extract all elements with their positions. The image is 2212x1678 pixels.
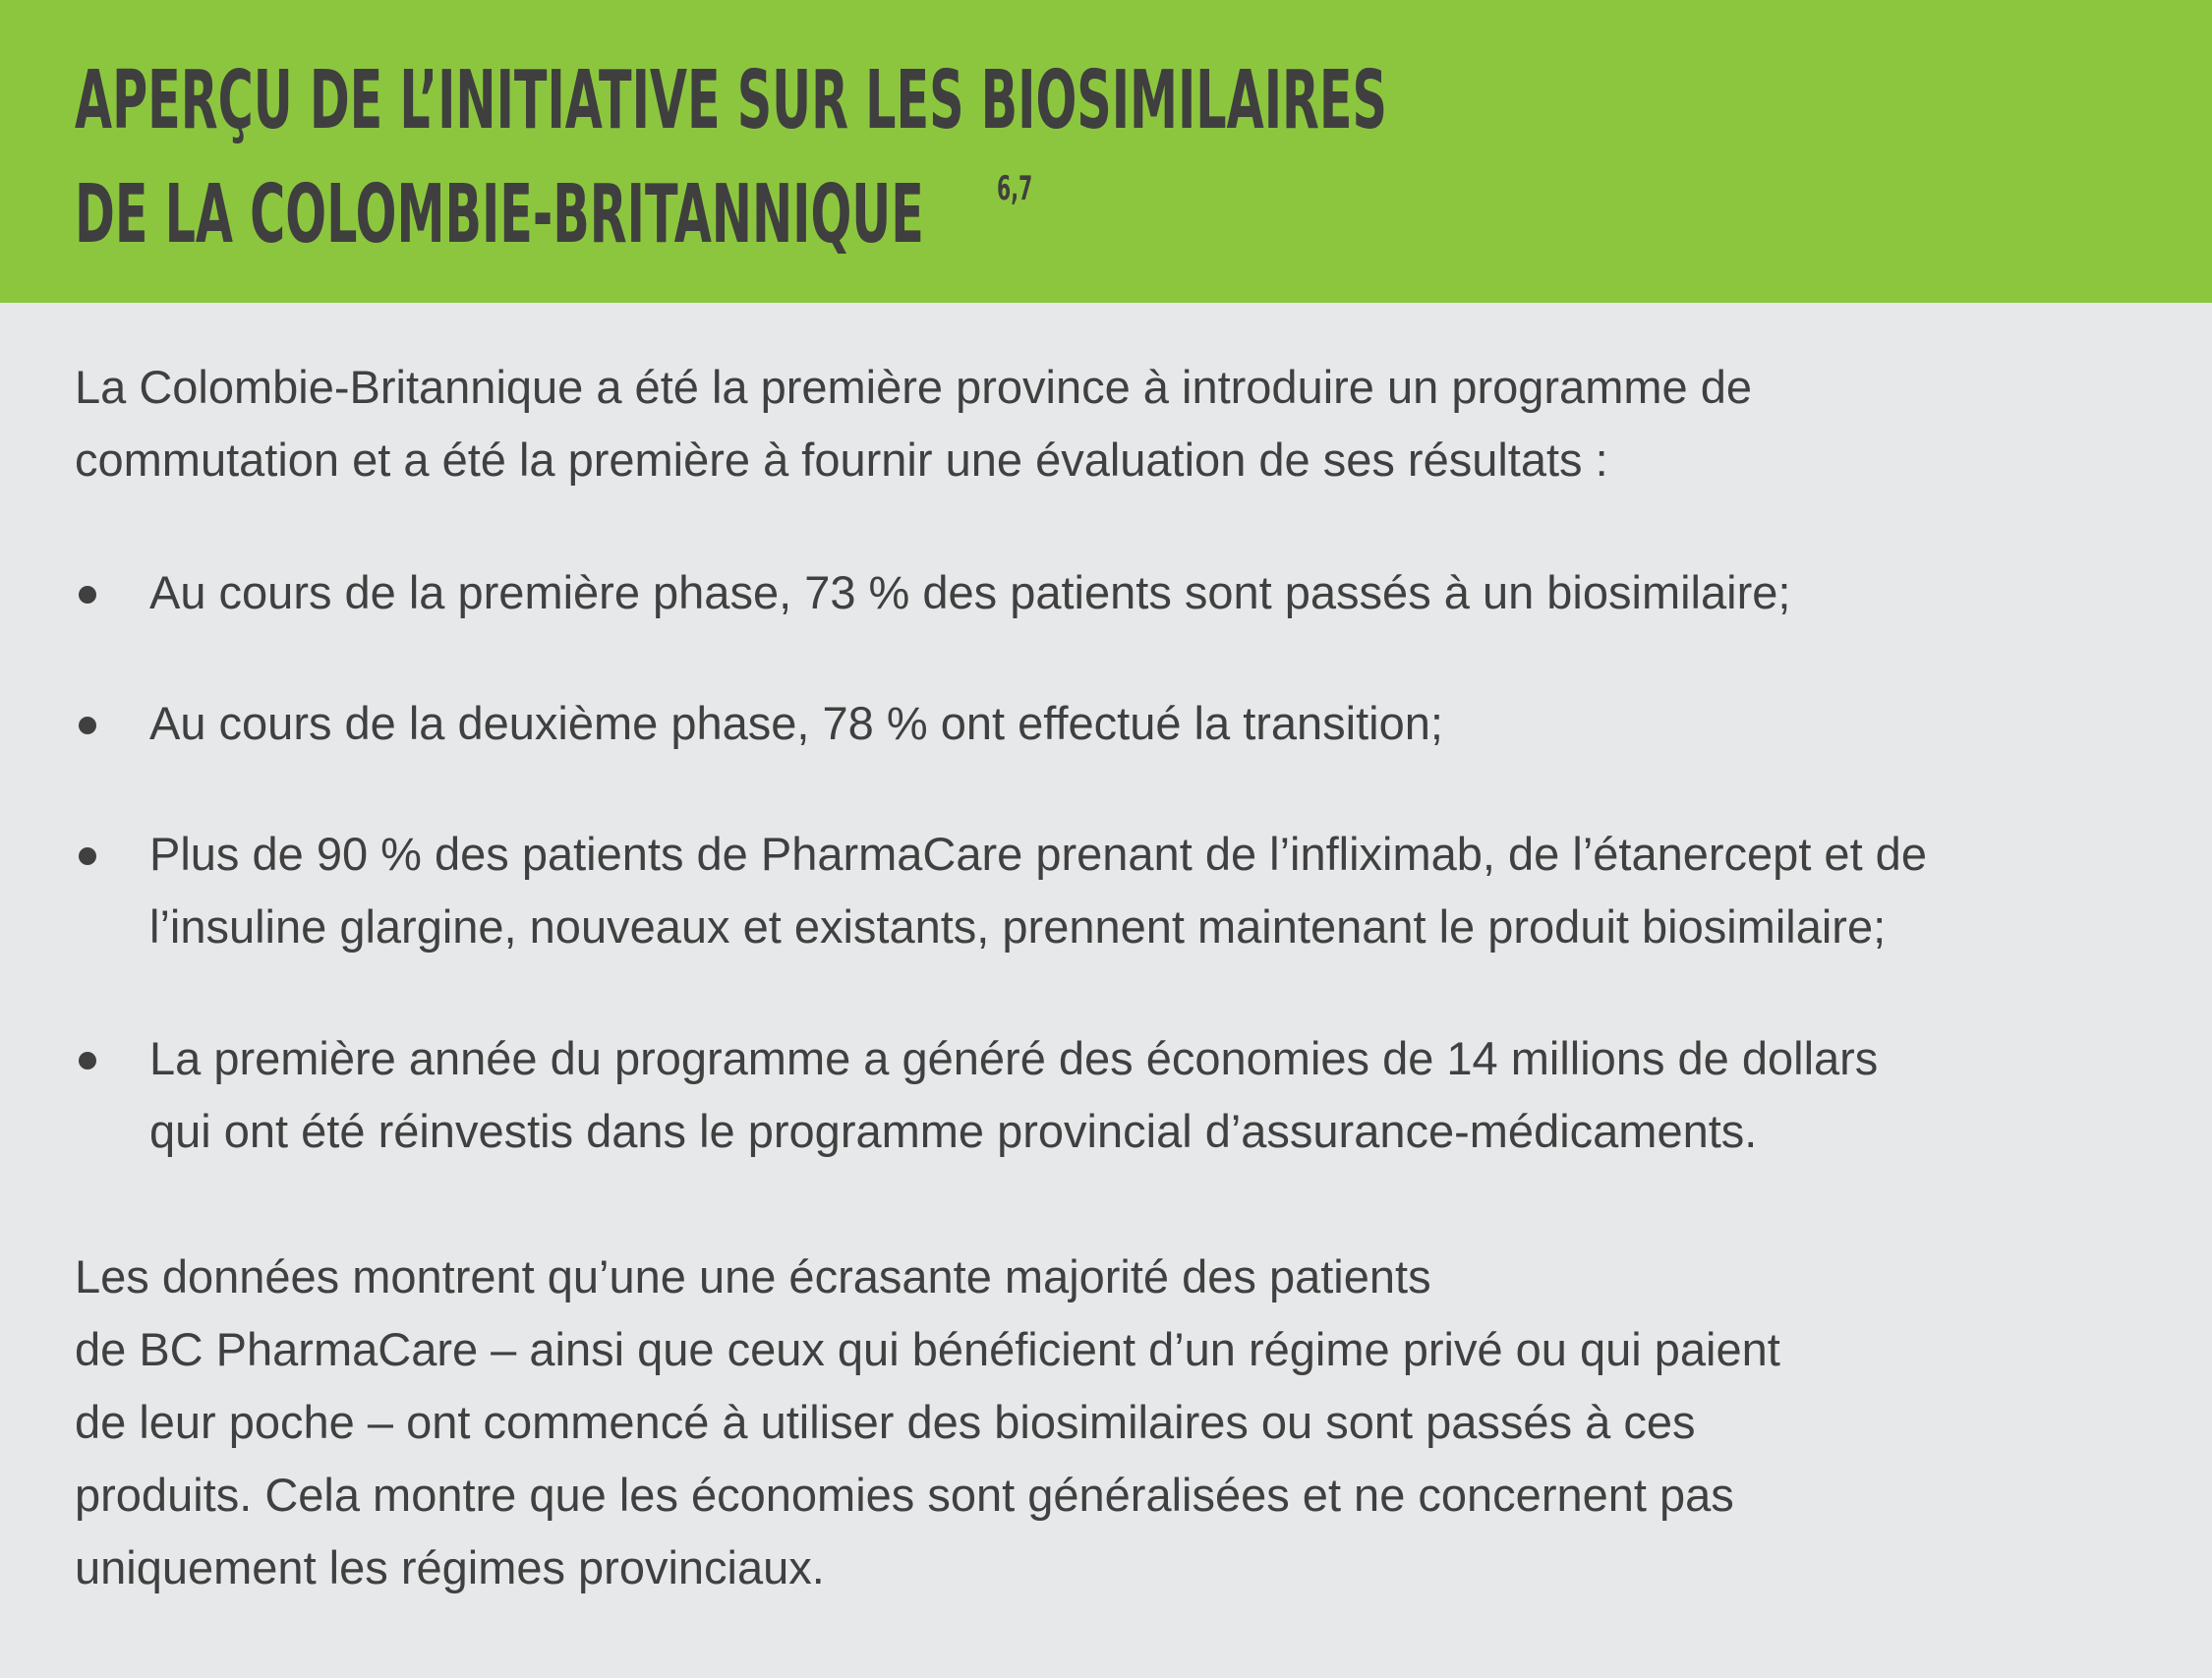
intro-paragraph xyxy=(75,351,1752,496)
title-line-1: APERÇU DE L’INITIATIVE SUR LES BIOSIMILAIRES xyxy=(75,54,1387,147)
bullet-text xyxy=(149,687,1443,760)
intro-line: La Colombie-Britannique a été la première province à introduire un programme de xyxy=(75,361,1752,413)
bullet-dot-icon xyxy=(79,1052,96,1070)
closing-line: Les données montrent qu’une une écrasante majorité des patients xyxy=(75,1250,1431,1302)
bullet-line: La première année du programme a généré des économies de 14 millions de dollars xyxy=(149,1032,1879,1084)
title-banner xyxy=(0,0,2212,303)
closing-line: de leur poche – ont commencé à utiliser des biosimilaires ou sont passés à ces xyxy=(75,1396,1696,1448)
intro-line: commutation et a été la première à fournir une évaluation de ses résultats : xyxy=(75,434,1608,486)
bullet-dot-icon xyxy=(79,717,96,734)
bullet-line: Plus de 90 % des patients de PharmaCare prenant de l’infliximab, de l’étanercept et de xyxy=(149,828,1927,880)
bullet-text xyxy=(149,818,1927,963)
closing-paragraph xyxy=(75,1241,1780,1604)
bullet-line: Au cours de la première phase, 73 % des patients sont passés à un biosimilaire; xyxy=(149,566,1791,618)
closing-line: produits. Cela montre que les économies sont généralisées et ne concernent pas xyxy=(75,1469,1734,1521)
bullet-dot-icon xyxy=(79,847,96,865)
bullet-text xyxy=(149,1022,1878,1168)
bullet-text xyxy=(149,556,1790,629)
bullet-line: qui ont été réinvestis dans le programme provincial d’assurance-médicaments. xyxy=(149,1105,1758,1157)
bullet-line: Au cours de la deuxième phase, 78 % ont effectué la transition; xyxy=(149,697,1443,749)
closing-line: de BC PharmaCare – ainsi que ceux qui bénéficient d’un régime privé ou qui paient xyxy=(75,1323,1780,1375)
title-reference-superscript: 6,7 xyxy=(997,169,1033,208)
closing-line: uniquement les régimes provinciaux. xyxy=(75,1541,825,1593)
bullet-line: l’insuline glargine, nouveaux et existants, prennent maintenant le produit biosimilaire; xyxy=(149,900,1887,953)
bullet-dot-icon xyxy=(79,586,96,604)
title-line-2: DE LA COLOMBIE-BRITANNIQUE xyxy=(75,168,924,261)
